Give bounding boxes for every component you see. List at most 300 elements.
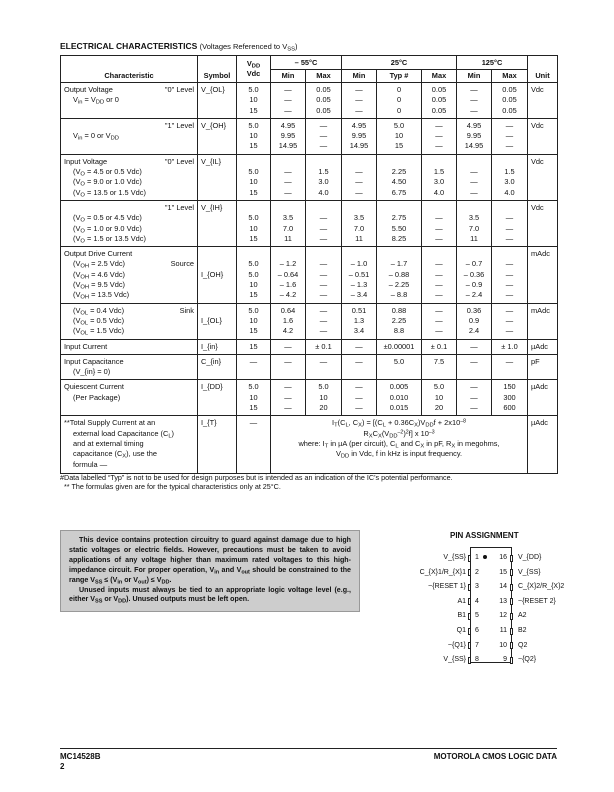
header-min: Min	[457, 70, 492, 83]
value-cell	[306, 354, 342, 380]
characteristic-text: ($V_O = 9.0$ or 1.0 Vdc)	[73, 177, 142, 188]
value	[425, 157, 453, 167]
vdd-value: 10	[249, 392, 258, 402]
value: 5.0	[393, 356, 405, 366]
vdd-value: 15	[249, 141, 258, 151]
value: —	[505, 141, 514, 151]
characteristic-line	[64, 280, 194, 290]
value: —	[355, 356, 363, 366]
value: 4.95	[280, 120, 296, 130]
pin-number-left: 8	[475, 656, 479, 664]
value: —	[319, 280, 328, 290]
value-cell	[457, 339, 492, 354]
value: —	[505, 233, 514, 243]
value-cell	[271, 83, 306, 119]
characteristic-line	[64, 203, 194, 213]
characteristic-line	[64, 141, 194, 151]
value: —	[470, 403, 478, 413]
pin-number-right: 11	[499, 627, 507, 634]
pin-label-left: Q1	[456, 627, 466, 634]
text-fragment: OL	[80, 310, 89, 317]
characteristic-line	[64, 306, 194, 316]
pin-number-left: 5	[475, 612, 479, 620]
value: 10	[434, 392, 444, 402]
text-fragment: OH	[80, 294, 90, 301]
value: 20	[319, 403, 328, 413]
value-cell	[377, 303, 422, 339]
value-cell	[271, 154, 306, 200]
section-title	[60, 41, 298, 51]
unit-text: µAdc	[531, 382, 548, 392]
value: —	[505, 213, 514, 223]
value: —	[355, 382, 363, 392]
value: —	[505, 326, 514, 336]
value: —	[284, 356, 292, 366]
value-cell	[457, 154, 492, 200]
value-cell	[306, 303, 342, 339]
value: —	[435, 120, 443, 130]
value	[425, 249, 453, 259]
value-cell	[306, 339, 342, 354]
value: —	[505, 223, 514, 233]
header-vdd	[237, 56, 271, 83]
text-fragment: X	[420, 443, 425, 450]
vdd-value: 15	[249, 341, 258, 351]
value-cell	[306, 380, 342, 416]
part-number: MC14528B	[60, 752, 101, 761]
value-cell	[342, 354, 377, 380]
pin-label-right: A2	[518, 612, 527, 620]
pin-number-left: 7	[475, 641, 479, 649]
pin-stub-left	[468, 628, 471, 635]
value: 4.0	[433, 187, 445, 197]
header-typ: Typ #	[377, 70, 422, 83]
text-fragment: OH	[80, 263, 90, 270]
pin-stub-left	[468, 584, 471, 591]
value	[345, 203, 373, 213]
level-label: Sink	[179, 305, 194, 315]
value: 5.0	[433, 382, 445, 392]
footnote-typ: #Data labelled “Typ” is not to be used for design purposes but is intended as an indication of the IC’s potential performance.	[60, 473, 453, 482]
value: 14.95	[464, 141, 484, 151]
value-cell	[271, 380, 306, 416]
value: —	[355, 167, 363, 177]
vdd-value: 5.0	[248, 382, 259, 392]
value: 1.5	[433, 167, 445, 177]
characteristic-text: Input Current	[64, 341, 108, 351]
symbol-cell	[198, 380, 237, 416]
value: 0.05	[316, 105, 331, 115]
value: —	[355, 341, 363, 351]
value: —	[319, 259, 328, 269]
characteristic-line	[64, 188, 194, 198]
value: 8.8	[393, 326, 405, 336]
pin-label-right: V_{DD}	[518, 554, 542, 561]
vdd-value: 5.0	[248, 213, 259, 223]
value: 7.0	[282, 223, 294, 233]
table-row	[61, 83, 558, 119]
value	[274, 203, 302, 213]
level-label: Source	[170, 259, 194, 269]
value-cell	[377, 354, 422, 380]
pin-label-left: ~{RESET 1}	[428, 583, 466, 591]
value-cell	[377, 118, 422, 154]
value	[425, 203, 453, 213]
text-fragment: X	[122, 453, 127, 460]
text-fragment: DD	[161, 579, 170, 585]
vdd-value: 5.0	[248, 120, 259, 130]
value-cell	[492, 303, 528, 339]
unit-cell	[528, 83, 558, 119]
value	[274, 249, 302, 259]
characteristic-line	[64, 259, 194, 269]
electrical-characteristics-table	[60, 55, 558, 474]
text-fragment: O	[80, 192, 85, 199]
text-fragment: SS	[287, 46, 295, 53]
symbol-text: I_{DD}	[201, 382, 223, 392]
vdd-cell	[237, 83, 271, 119]
footnote-formulas: ** The formulas given are for the typical characteristics only at 25°C.	[64, 482, 281, 491]
pin-label-right: V_{SS}	[518, 568, 541, 576]
value: 1.5	[318, 167, 329, 177]
text-fragment: out	[138, 579, 147, 585]
text-fragment: L	[168, 433, 172, 440]
value-cell	[457, 83, 492, 119]
value: —	[284, 105, 292, 115]
vdd-value: 10	[249, 95, 258, 105]
text-fragment: X	[377, 433, 382, 440]
characteristic-text: ($V_O = 1.0$ or 9.0 Vdc)	[73, 223, 142, 234]
value: —	[319, 326, 328, 336]
vdd-cell	[237, 354, 271, 380]
value: 0.05	[502, 85, 517, 94]
value-cell	[422, 118, 457, 154]
characteristic-text: ($V_{OL} = 0.4$ Vdc)	[73, 305, 125, 317]
value: 0.88	[391, 305, 407, 315]
value: 0.005	[389, 382, 409, 392]
value: – 8.8	[390, 290, 408, 300]
vdd-value: —	[249, 356, 258, 366]
pin-number-left: 4	[475, 597, 479, 605]
text-fragment: in	[214, 569, 220, 576]
value: 0	[396, 85, 402, 94]
value: —	[355, 105, 363, 115]
symbol-text: I_{T}	[201, 418, 217, 428]
value: 0.05	[316, 85, 331, 94]
value-cell	[271, 303, 306, 339]
characteristic-cell	[61, 416, 198, 474]
unit-cell	[528, 118, 558, 154]
value: 5.0	[318, 382, 329, 392]
text-fragment: O	[80, 181, 85, 188]
pin-stub-left	[468, 613, 471, 620]
text-fragment: SS	[95, 598, 103, 605]
pin-stub-left	[468, 642, 471, 649]
text-fragment: in	[117, 579, 123, 585]
footer-left	[60, 752, 100, 772]
symbol-text: V_{OL}	[201, 85, 225, 94]
value-cell	[492, 83, 528, 119]
value: 0.015	[389, 403, 409, 413]
value	[495, 249, 524, 259]
characteristic-cell	[61, 303, 198, 339]
value-cell	[377, 83, 422, 119]
value: 3.4	[353, 326, 365, 336]
value: 10	[319, 392, 328, 402]
value: 3.0	[318, 177, 329, 187]
header-temp-125: 125°C	[457, 56, 528, 70]
vdd-value: —	[249, 418, 258, 428]
symbol-text: I_{OL}	[201, 315, 222, 325]
value: —	[284, 167, 292, 177]
table-row	[61, 247, 558, 304]
value: – 1.2	[279, 259, 297, 269]
header-temp-minus55: – 55°C	[271, 56, 342, 70]
characteristic-text: ($V_{OH} = 9.5$ Vdc)	[73, 280, 125, 291]
header-temp-25: 25°C	[342, 56, 457, 70]
level-label: "1" Level	[164, 120, 194, 130]
value: —	[505, 290, 514, 300]
characteristic-line	[64, 224, 194, 234]
characteristic-line	[64, 131, 194, 141]
characteristic-cell	[61, 200, 198, 246]
symbol-cell	[198, 200, 237, 246]
vdd-cell	[237, 303, 271, 339]
unit-cell	[528, 354, 558, 380]
value: 4.50	[391, 177, 407, 187]
characteristic-line	[64, 85, 194, 95]
value-cell	[422, 303, 457, 339]
characteristic-cell	[61, 118, 198, 154]
value: 2.75	[391, 213, 407, 223]
pin-number-right: 9	[503, 656, 507, 664]
value: 7.0	[468, 223, 480, 233]
formula-line: where: $I_T$ in µA (per circuit), $C_L$ and $C_X$ in pF, $R_X$ in megohms,	[298, 438, 500, 450]
value-cell	[492, 247, 528, 304]
symbol-text: V_{OH}	[201, 120, 227, 130]
header-characteristic: Characteristic	[61, 56, 198, 83]
value-cell	[342, 118, 377, 154]
value: 6.75	[391, 187, 407, 197]
header-unit: Unit	[528, 56, 558, 83]
text-fragment: O	[80, 171, 85, 178]
pin-label-right: Q2	[518, 641, 528, 649]
characteristic-text: ($V_O = 13.5$ or 1.5 Vdc)	[73, 187, 146, 199]
value-cell	[492, 354, 528, 380]
value: 7.0	[353, 223, 365, 233]
unit-cell	[528, 380, 558, 416]
value: 1.5	[504, 167, 515, 177]
text-fragment: X	[451, 443, 456, 450]
table-row	[61, 380, 558, 416]
value: —	[319, 223, 328, 233]
characteristic-cell	[61, 83, 198, 119]
title-note: (Voltages Referenced to $V_{SS}$)	[199, 42, 298, 53]
text-fragment: 2	[405, 429, 409, 436]
characteristic-text: Output Drive Current	[64, 249, 133, 259]
value-cell	[492, 118, 528, 154]
value-cell	[457, 118, 492, 154]
value: —	[505, 305, 514, 315]
value-cell	[342, 200, 377, 246]
value-cell	[377, 200, 422, 246]
formula-cell	[271, 416, 528, 474]
vdd-value	[240, 249, 267, 259]
characteristic-line	[64, 367, 194, 377]
symbol-cell	[198, 339, 237, 354]
value: —	[505, 356, 514, 366]
characteristic-text: ($V_O = 0.5$ or 4.5 Vdc)	[73, 213, 142, 224]
characteristic-line	[64, 342, 194, 352]
value: —	[435, 259, 443, 269]
characteristic-text: Input Capacitance	[64, 356, 124, 366]
text-fragment: T	[334, 422, 338, 429]
value: —	[435, 290, 443, 300]
value-cell	[422, 83, 457, 119]
symbol-text	[201, 259, 233, 269]
pin-label-left: A1	[457, 597, 466, 605]
pin1-marker-icon	[483, 555, 487, 559]
characteristic-text: Quiescent Current	[64, 382, 124, 392]
characteristic-line	[64, 121, 194, 131]
value: 0.05	[431, 95, 447, 105]
characteristic-text: (Per Package)	[73, 392, 121, 402]
value-cell	[342, 247, 377, 304]
header-min: Min	[271, 70, 306, 83]
vdd-cell	[237, 118, 271, 154]
text-fragment: DD	[389, 433, 398, 440]
value: 4.95	[351, 120, 367, 130]
value: —	[284, 382, 292, 392]
characteristic-line	[64, 249, 194, 259]
vdd-value: 10	[249, 280, 258, 290]
text-fragment: –2	[397, 429, 404, 436]
value: 15	[394, 141, 404, 151]
symbol-cell	[198, 416, 237, 474]
pin-number-right: 16	[499, 554, 507, 561]
value	[345, 157, 373, 167]
pin-label-right: C_{X}2/R_{X}2	[518, 583, 565, 591]
value-cell	[422, 380, 457, 416]
value-cell	[492, 154, 528, 200]
pin-label-left: V_{SS}	[443, 554, 466, 561]
text-fragment: O	[80, 228, 85, 234]
value	[495, 157, 524, 167]
value: ±0.00001	[383, 341, 415, 351]
value: —	[505, 280, 514, 290]
value: 4.0	[504, 187, 515, 197]
vdd-cell	[237, 200, 271, 246]
characteristic-text: $V_{in} = 0$ or $V_{DD}$	[73, 131, 119, 142]
value-cell	[342, 83, 377, 119]
table-row	[61, 339, 558, 354]
text-fragment: OH	[80, 284, 90, 291]
value: 0.05	[502, 95, 517, 105]
value	[380, 157, 418, 167]
value-cell	[492, 339, 528, 354]
value: 11	[355, 233, 363, 243]
value-cell	[422, 339, 457, 354]
characteristic-text: ($V_O = 4.5$ or 0.5 Vdc)	[73, 167, 142, 178]
value-cell	[422, 200, 457, 246]
pin-stub-right	[510, 598, 513, 605]
text-fragment: DD	[110, 135, 119, 142]
pin-stub-right	[510, 569, 513, 576]
text-fragment: O	[80, 217, 85, 224]
characteristic-line	[64, 157, 194, 167]
text-fragment: X	[368, 433, 373, 440]
pin-label-left: V_{SS}	[443, 656, 466, 664]
pin-label-right: B2	[518, 627, 527, 634]
text-fragment: out	[241, 569, 250, 576]
value-cell	[492, 200, 528, 246]
value: – 1.7	[390, 259, 408, 269]
value: – 0.36	[463, 269, 485, 279]
pin-stub-right	[510, 613, 513, 620]
text-fragment: in	[77, 99, 83, 106]
value: – 0.88	[388, 269, 410, 279]
text-fragment: in	[77, 135, 83, 142]
value: —	[435, 315, 443, 325]
characteristic-line	[64, 106, 194, 116]
formula-line: $I_T(C_L$, $C_X) = [(C_L + 0.36C_X)V_{DD}f + 2x10^{-8}$	[332, 418, 466, 429]
value: —	[284, 85, 292, 94]
value: ± 0.1	[430, 341, 448, 351]
unit-cell	[528, 303, 558, 339]
value: 3.5	[282, 213, 294, 223]
value: —	[470, 382, 478, 392]
value: 0.36	[466, 305, 482, 315]
vdd-value: 10	[249, 315, 258, 325]
unit-text: µAdc	[531, 418, 548, 428]
unit-text: Vdc	[531, 120, 544, 130]
characteristic-line: capacitance $(C_X)$, use the	[73, 449, 157, 460]
pin-label-left: ~{Q1}	[447, 641, 466, 649]
value: —	[470, 85, 478, 94]
level-label: "0" Level	[164, 156, 194, 166]
value: – 2.4	[465, 290, 483, 300]
unit-cell	[528, 154, 558, 200]
unit-cell	[528, 339, 558, 354]
text-fragment: T	[324, 443, 329, 450]
pin-stub-right	[510, 555, 513, 562]
text-fragment: OL	[80, 320, 89, 327]
vdd-value: 15	[249, 326, 258, 336]
level-label: "0" Level	[164, 85, 194, 94]
unit-cell	[528, 200, 558, 246]
pin-label-left: C_{X}1/R_{X}1	[419, 568, 466, 576]
value-cell	[422, 154, 457, 200]
characteristic-cell	[61, 247, 198, 304]
value	[460, 249, 488, 259]
value: – 0.51	[348, 269, 370, 279]
value: —	[319, 269, 328, 279]
value: —	[435, 141, 443, 151]
characteristic-line	[64, 316, 194, 326]
characteristic-line: **Total Supply Current at an	[64, 418, 156, 428]
characteristic-line	[64, 382, 194, 392]
notice-paragraph: This device contains protection circuitry to guard against damage due to high static voltages or electric fields. However, precautions must be taken to avoid applications of any voltage higher than maximum rated voltages to this high-impedance circuit. For proper operation, $V_{in}$ and $V_{out}$ should be constrained to the range $V_{SS} \le (V_{in}$ or $V_{out}) \le V_{DD}$.	[69, 536, 351, 585]
characteristic-text: ($V_{OH} = 13.5$ Vdc)	[73, 290, 130, 301]
vdd-value: 15	[249, 290, 258, 300]
text-fragment: L	[395, 443, 399, 450]
characteristic-text: (V_{in} = 0)	[73, 367, 111, 377]
value: – 0.7	[465, 259, 483, 269]
vdd-value: 10	[249, 177, 258, 187]
header-vdc-label: Vdc	[246, 69, 261, 78]
value: 0.51	[351, 305, 367, 315]
value: —	[284, 392, 292, 402]
